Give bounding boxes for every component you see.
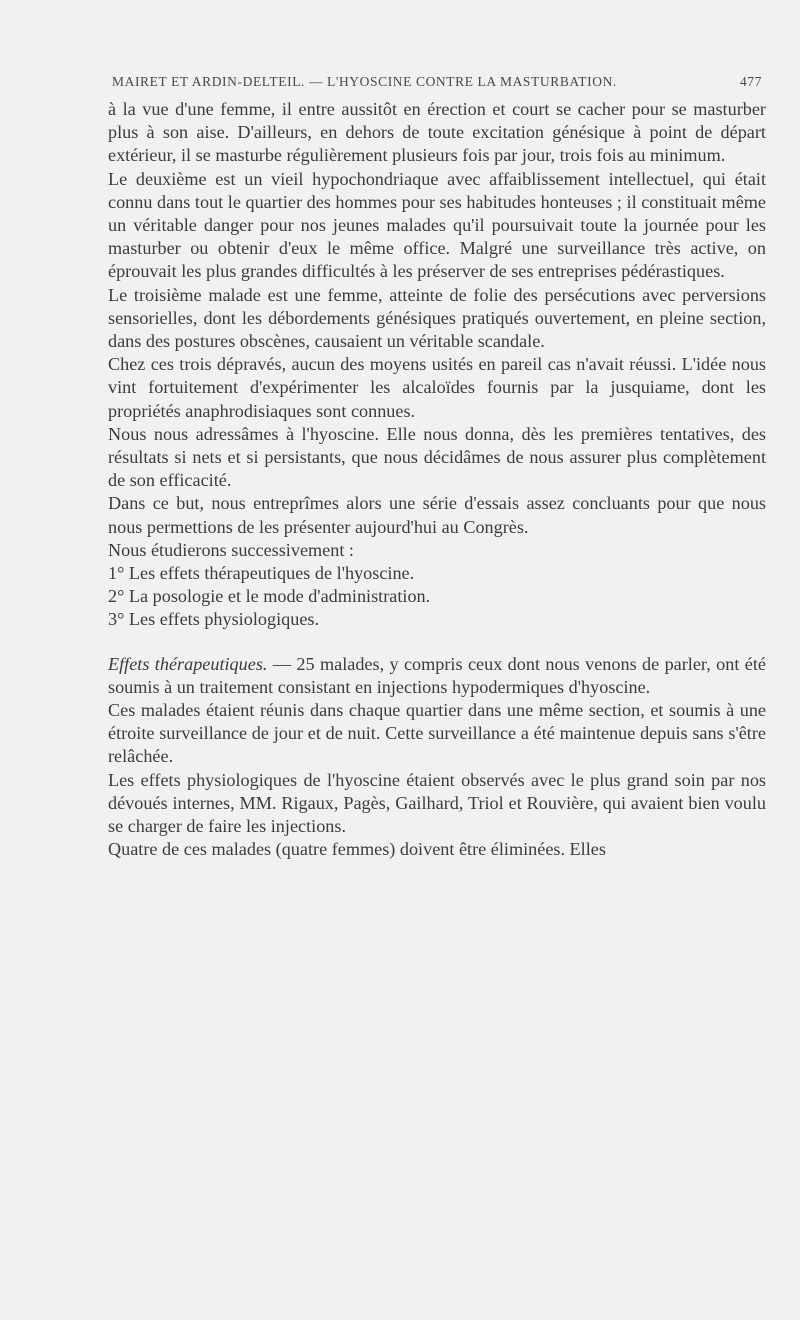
list-item: 3° Les effets physiologiques.	[108, 609, 320, 630]
paragraph-ces-malades: Ces malades étaient réunis dans chaque quartier dans une même section, et soumis à une étroite surveillance de jour et de nuit. Cette surveillance a été maintenue depuis sans s'être relâchée.	[108, 700, 766, 767]
running-head	[112, 74, 762, 96]
list-item: 2° La posologie et le mode d'administration.	[108, 586, 431, 607]
paragraph-troisieme: Le troisième malade est une femme, atteinte de folie des persécutions avec perversions sensorielles, dont les débordements génésiques pratiqués ouvertement, en pleine section, dans des postures obscènes, causaient un véritable scandale.	[108, 284, 766, 352]
running-title: MAIRET ET ARDIN-DELTEIL. — L'HYOSCINE CONTRE LA MASTURBATION.	[112, 74, 617, 89]
page-number: 477	[739, 74, 762, 89]
paragraph-chez-ces-trois: Chez ces trois dépravés, aucun des moyens usités en pareil cas n'avait réussi. L'idée nous vint fortuitement d'expérimenter les alcaloïdes fournis par la jusquiame, dont les propriétés anaphrodisiaques sont connues.	[108, 354, 766, 421]
body-text	[108, 98, 766, 862]
paragraph-quatre-malades: Quatre de ces malades (quatre femmes) doivent être éliminées. Elles	[108, 839, 606, 860]
paragraph-hyoscine: Nous nous adressâmes à l'hyoscine. Elle nous donna, dès les premières tentatives, des résultats si nets et si persistants, que nous décidâmes de nous assurer plus complètement de son efficacité.	[108, 423, 766, 491]
list-item: 1° Les effets thérapeutiques de l'hyoscine.	[108, 563, 415, 584]
section-heading: Effets thérapeutiques.	[108, 653, 268, 674]
paragraph-dans-ce-but: Dans ce but, nous entreprîmes alors une série d'essais assez concluants pour que nous nous permettions de les présenter aujourd'hui au Congrès.	[108, 493, 766, 537]
paragraph-deuxieme: Le deuxième est un vieil hypochondriaque avec affaiblissement intellectuel, qui était connu dans tout le quartier des hommes pour ses habitudes honteuses ; il constituait même un véritable danger pour nos jeunes malades qu'il poursuivait toute la journée pour les masturber ou obtenir d'eux le même office. Malgré une surveillance très active, on éprouvait les plus grandes difficultés à les préserver de ses entreprises pédérastiques.	[108, 168, 766, 282]
paragraph-nous-etudierons: Nous étudierons successivement :	[108, 539, 354, 560]
section-lead-text: — 25 malades, y compris ceux dont nous venons de parler, ont été soumis à un traitement consistant en injections hypodermiques d'hyoscine.	[108, 653, 767, 697]
paragraph-effets-physiologiques: Les effets physiologiques de l'hyoscine étaient observés avec le plus grand soin par nos dévoués internes, MM. Rigaux, Pagès, Gailhard, Triol et Rouvière, qui avaient bien voulu se charger de faire les injections.	[108, 769, 766, 837]
section-effets-therapeutiques	[108, 653, 766, 699]
paragraph-continuation: à la vue d'une femme, il entre aussitôt en érection et court se cacher pour se masturber plus à son aise. D'ailleurs, en dehors de toute excitation génésique à point de départ extérieur, il se masturbe régulièrement plusieurs fois par jour, trois fois au minimum.	[108, 99, 766, 166]
